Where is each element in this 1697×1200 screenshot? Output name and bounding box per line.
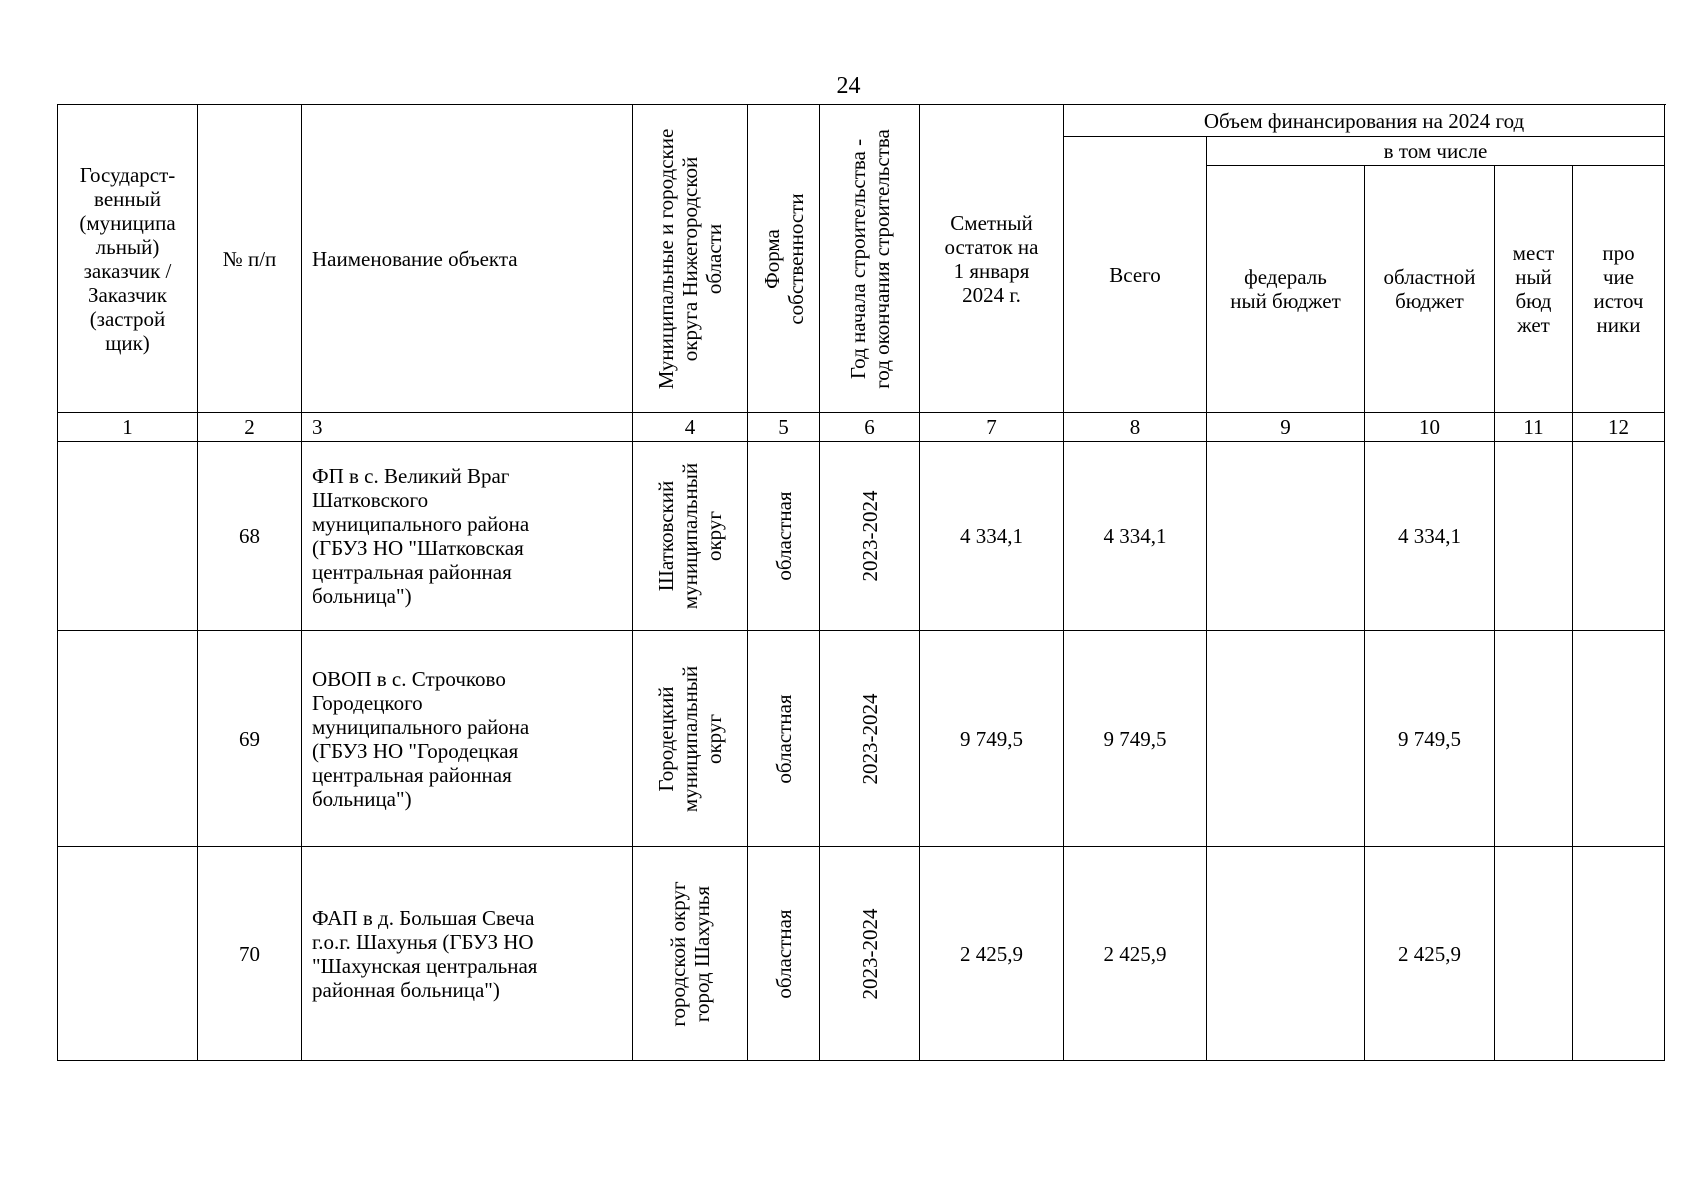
row-years: 2023-2024 bbox=[820, 631, 920, 847]
header-number: № п/п bbox=[198, 105, 302, 413]
column-number: 10 bbox=[1365, 413, 1495, 442]
row-years: 2023-2024 bbox=[820, 442, 920, 631]
column-number: 11 bbox=[1495, 413, 1573, 442]
row-other bbox=[1573, 847, 1665, 1061]
row-ownership: областная bbox=[748, 847, 820, 1061]
column-number: 7 bbox=[920, 413, 1064, 442]
row-municipality: Шатковский муниципальный округ bbox=[633, 442, 748, 631]
row-object-name: ОВОП в с. Строчково Городецкого муниципального района (ГБУЗ НО "Городецкая центральная районная больница") bbox=[302, 631, 633, 847]
row-federal bbox=[1207, 847, 1365, 1061]
row-regional: 9 749,5 bbox=[1365, 631, 1495, 847]
header-years: Год начала строительства - год окончания строительства bbox=[820, 105, 920, 413]
header-other: про чие источ ники bbox=[1573, 166, 1665, 413]
row-estimate: 9 749,5 bbox=[920, 631, 1064, 847]
column-number: 4 bbox=[633, 413, 748, 442]
row-regional: 4 334,1 bbox=[1365, 442, 1495, 631]
row-municipality: городской округ город Шахунья bbox=[633, 847, 748, 1061]
row-estimate: 2 425,9 bbox=[920, 847, 1064, 1061]
row-total: 4 334,1 bbox=[1064, 442, 1207, 631]
column-number: 2 bbox=[198, 413, 302, 442]
row-customer bbox=[58, 631, 198, 847]
row-ownership: областная bbox=[748, 631, 820, 847]
header-financing-group: Объем финансирования на 2024 год bbox=[1064, 105, 1665, 137]
row-other bbox=[1573, 442, 1665, 631]
header-row-1 bbox=[58, 105, 1665, 137]
row-federal bbox=[1207, 442, 1365, 631]
row-object-name: ФАП в д. Большая Свеча г.о.г. Шахунья (ГБУЗ НО "Шахунская центральная районная больница") bbox=[302, 847, 633, 1061]
column-number: 12 bbox=[1573, 413, 1665, 442]
row-customer bbox=[58, 442, 198, 631]
row-ownership: областная bbox=[748, 442, 820, 631]
column-number: 1 bbox=[58, 413, 198, 442]
header-total: Всего bbox=[1064, 137, 1207, 413]
header-regional: областной бюджет bbox=[1365, 166, 1495, 413]
page-number: 24 bbox=[836, 73, 861, 99]
row-regional: 2 425,9 bbox=[1365, 847, 1495, 1061]
header-object-name: Наименование объекта bbox=[302, 105, 633, 413]
column-number: 8 bbox=[1064, 413, 1207, 442]
row-estimate: 4 334,1 bbox=[920, 442, 1064, 631]
row-municipality: Городецкий муниципальный округ bbox=[633, 631, 748, 847]
row-local bbox=[1495, 631, 1573, 847]
column-number: 3 bbox=[302, 413, 633, 442]
column-number: 5 bbox=[748, 413, 820, 442]
financing-table bbox=[57, 104, 1665, 1061]
header-ownership: Форма собственности bbox=[748, 105, 820, 413]
row-local bbox=[1495, 442, 1573, 631]
row-local bbox=[1495, 847, 1573, 1061]
row-total: 2 425,9 bbox=[1064, 847, 1207, 1061]
header-local: мест ный бюд жет bbox=[1495, 166, 1573, 413]
table-row bbox=[58, 631, 1665, 847]
row-other bbox=[1573, 631, 1665, 847]
header-municipality: Муниципальные и городские округа Нижегородской области bbox=[633, 105, 748, 413]
row-number: 68 bbox=[198, 442, 302, 631]
row-object-name: ФП в с. Великий Враг Шатковского муниципального района (ГБУЗ НО "Шатковская центральная районная больница") bbox=[302, 442, 633, 631]
row-number: 70 bbox=[198, 847, 302, 1061]
column-number: 6 bbox=[820, 413, 920, 442]
row-federal bbox=[1207, 631, 1365, 847]
header-federal: федераль ный бюджет bbox=[1207, 166, 1365, 413]
row-total: 9 749,5 bbox=[1064, 631, 1207, 847]
header-including: в том числе bbox=[1207, 137, 1665, 166]
column-number-row bbox=[58, 413, 1665, 442]
table-row bbox=[58, 847, 1665, 1061]
row-customer bbox=[58, 847, 198, 1061]
table-row bbox=[58, 442, 1665, 631]
header-estimate: Сметный остаток на 1 января 2024 г. bbox=[920, 105, 1064, 413]
column-number: 9 bbox=[1207, 413, 1365, 442]
row-number: 69 bbox=[198, 631, 302, 847]
header-customer: Государст- венный (муниципа льный) заказчик / Заказчик (застрой щик) bbox=[58, 105, 198, 413]
row-years: 2023-2024 bbox=[820, 847, 920, 1061]
